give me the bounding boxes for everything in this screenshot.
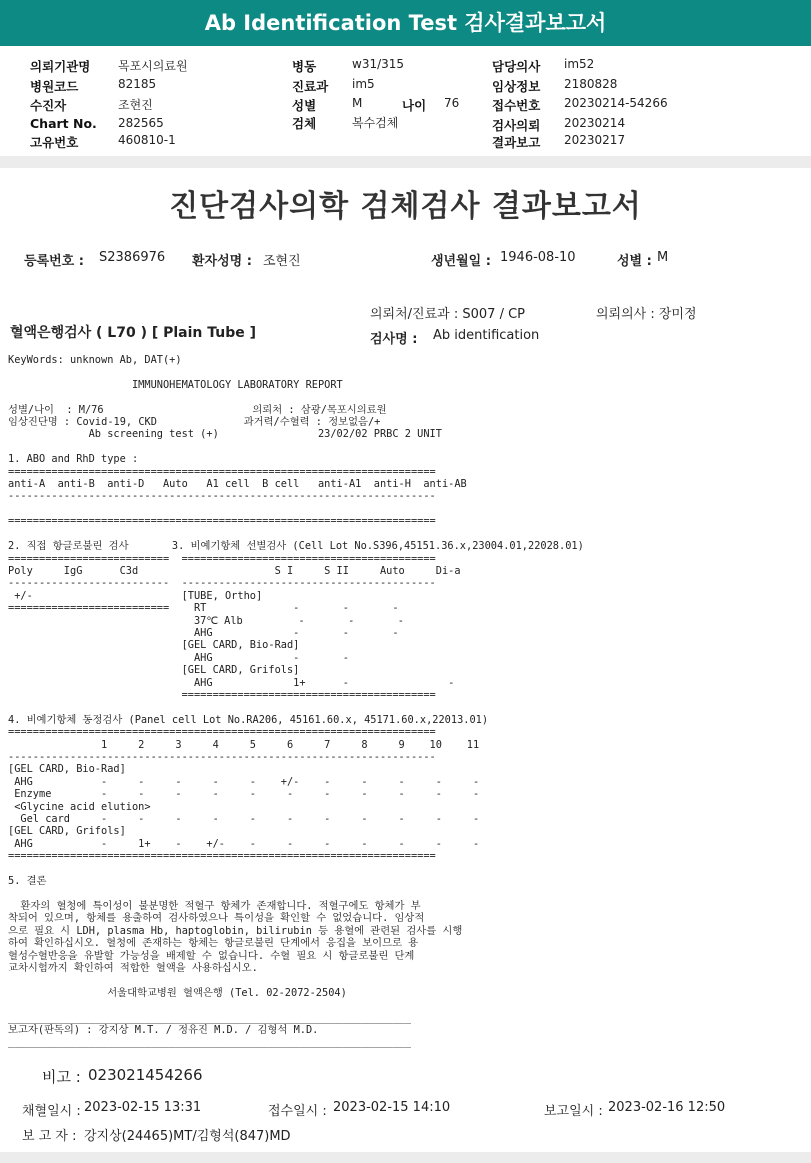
receipt-time-label: 접수일시 : bbox=[268, 1104, 327, 1119]
meta-label-clinical-info: 임상정보 bbox=[492, 79, 541, 94]
section-divider bbox=[0, 156, 811, 168]
meta-value-chart-no: 282565 bbox=[118, 116, 164, 130]
patient-name-value: 조현진 bbox=[263, 254, 301, 269]
patient-name-label: 환자성명 : bbox=[192, 254, 252, 269]
report-header-title: Ab Identification Test 검사결과보고서 bbox=[0, 0, 811, 46]
meta-value-report-date: 20230217 bbox=[564, 133, 626, 147]
meta-value-ward: w31/315 bbox=[352, 57, 405, 71]
test-name-value: Ab identification bbox=[433, 328, 540, 343]
meta-value-request-date: 20230214 bbox=[564, 116, 626, 130]
note-value: 023021454266 bbox=[88, 1066, 203, 1084]
meta-value-specimen: 복수검체 bbox=[352, 116, 399, 130]
collect-time-label: 채혈일시 : bbox=[22, 1104, 81, 1119]
report-main-title: 진단검사의학 검체검사 결과보고서 bbox=[169, 189, 642, 224]
meta-value-patient: 조현진 bbox=[118, 98, 153, 112]
meta-value-hospital-code: 82185 bbox=[118, 77, 157, 91]
referral-dept: 의뢰처/진료과 : S007 / CP bbox=[370, 307, 525, 322]
reg-no-value: S2386976 bbox=[99, 250, 166, 265]
meta-label-report-date: 결과보고 bbox=[492, 135, 541, 150]
meta-label-institution: 의뢰기관명 bbox=[30, 59, 91, 74]
collect-time-value: 2023-02-15 13:31 bbox=[84, 1100, 202, 1115]
dob-value: 1946-08-10 bbox=[500, 250, 576, 265]
referral-doctor: 의뢰의사 : 장미정 bbox=[596, 307, 697, 322]
meta-value-doctor: im52 bbox=[564, 57, 595, 71]
receipt-time-value: 2023-02-15 14:10 bbox=[333, 1100, 451, 1115]
meta-value-sex: M bbox=[352, 96, 363, 110]
lab-report-body: KeyWords: unknown Ab, DAT(+) IMMUNOHEMATOLOGY LABORATORY REPORT 성별/나이 : M/76 의뢰처 : 삼광/목포시의료원 임상진단명 : Covid-19, CKD 과거력/수혈력 : 정보없음/+ Ab screening test (+) 23/02/02 PRBC 2 UNIT 1. ABO and RhD type : ===================================================================== anti-A anti-B anti-D Auto A1 cell B cell anti-A1 anti-H anti-AB --------------------------------------------------------------------- ===================================================================== 2. 직접 항글로불린 검사 3. 비예기항체 선별검사 (Cell Lot No.S396,45151.36.x,23004.01,22028.01) ========================== ========================================= Poly IgG C3d S I S II Auto Di-a -------------------------- ----------------------------------------- +/- [TUBE, Ortho] ========================== RT - - - 37℃ Alb - - - AHG - - - [GEL CARD, Bio-Rad] AHG - - [GEL CARD, Grifols] AHG 1+ - - ========================================= 4. 비예기항체 동정검사 (Panel cell Lot No.RA206, 45161.60.x, 45171.60.x,22013.01) ===================================================================== 1 2 3 4 5 6 7 8 9 10 11 --------------------------------------------------------------------- [GEL CARD, Bio-Rad] AHG - - - - - +/- - - - - - Enzyme - - - - - - - - - - - <Glycine acid elution> Gel card - - - - - - - - - - - [GEL CARD, Grifols] AHG - 1+ - +/- - - - - - - - ===================================================================== 5. 결론 환자의 혈청에 특이성이 불분명한 적혈구 항체가 존재합니다. 적혈구에도 항체가 부 착되어 있으며, 항체를 용출하여 검사하였으나 특이성을 확인할 수 없었습니다. 임상적 으로 필요 시 LDH, plasma Hb, haptoglobin, bilirubin 등 용혈에 관련된 검사를 시행 하여 확인하십시오. 혈청에 존재하는 항체는 항글로불린 단계에서 응집을 보이므로 용 혈성수혈반응을 유발할 가능성을 배제할 수 없습니다. 수혈 필요 시 항글로불린 단계 교차시험까지 확인하여 적합한 혈액을 사용하십시오. 서울대학교병원 혈액은행 (Tel. 02-2072-2504) _________________________________________________________________ 보고자(판독의) : 강지상 M.T. / 정유진 M.D. / 김형석 M.D. _________________________________________________________________ bbox=[8, 354, 584, 1049]
meta-label-receipt-no: 접수번호 bbox=[492, 98, 541, 113]
meta-label-sex: 성별 bbox=[292, 98, 317, 113]
section-title: 혈액은행검사 ( L70 ) [ Plain Tube ] bbox=[10, 325, 257, 341]
meta-value-age: 76 bbox=[444, 96, 460, 110]
meta-label-ward: 병동 bbox=[292, 59, 317, 74]
report-time-value: 2023-02-16 12:50 bbox=[608, 1100, 726, 1115]
reporter-value: 강지상(24465)MT/김형석(847)MD bbox=[84, 1129, 291, 1144]
sex-label: 성별 : bbox=[617, 254, 652, 269]
reg-no-label: 등록번호 : bbox=[24, 254, 84, 269]
reporter-label: 보 고 자 : bbox=[22, 1129, 77, 1144]
report-time-label: 보고일시 : bbox=[544, 1104, 603, 1119]
meta-value-clinical-info: 2180828 bbox=[564, 77, 618, 91]
meta-label-department: 진료과 bbox=[292, 79, 329, 94]
patient-meta-panel bbox=[0, 50, 811, 156]
meta-value-institution: 목포시의료원 bbox=[118, 59, 188, 73]
meta-label-unique-no: 고유번호 bbox=[30, 135, 79, 150]
meta-value-department: im5 bbox=[352, 77, 375, 91]
meta-label-chart-no: Chart No. bbox=[30, 116, 97, 131]
meta-label-hospital-code: 병원코드 bbox=[30, 79, 79, 94]
meta-label-patient: 수진자 bbox=[30, 98, 67, 113]
meta-label-age: 나이 bbox=[402, 98, 427, 113]
note-label: 비고 : bbox=[42, 1068, 81, 1086]
footer-divider bbox=[0, 1152, 811, 1163]
report-document bbox=[0, 168, 811, 1152]
meta-label-request-date: 검사의뢰 bbox=[492, 118, 541, 133]
test-name-label: 검사명 : bbox=[370, 332, 418, 347]
sex-value: M bbox=[657, 250, 669, 265]
meta-label-specimen: 검체 bbox=[292, 116, 317, 131]
meta-value-unique-no: 460810-1 bbox=[118, 133, 176, 147]
meta-value-receipt-no: 20230214-54266 bbox=[564, 96, 668, 110]
meta-label-doctor: 담당의사 bbox=[492, 59, 541, 74]
dob-label: 생년월일 : bbox=[431, 254, 491, 269]
